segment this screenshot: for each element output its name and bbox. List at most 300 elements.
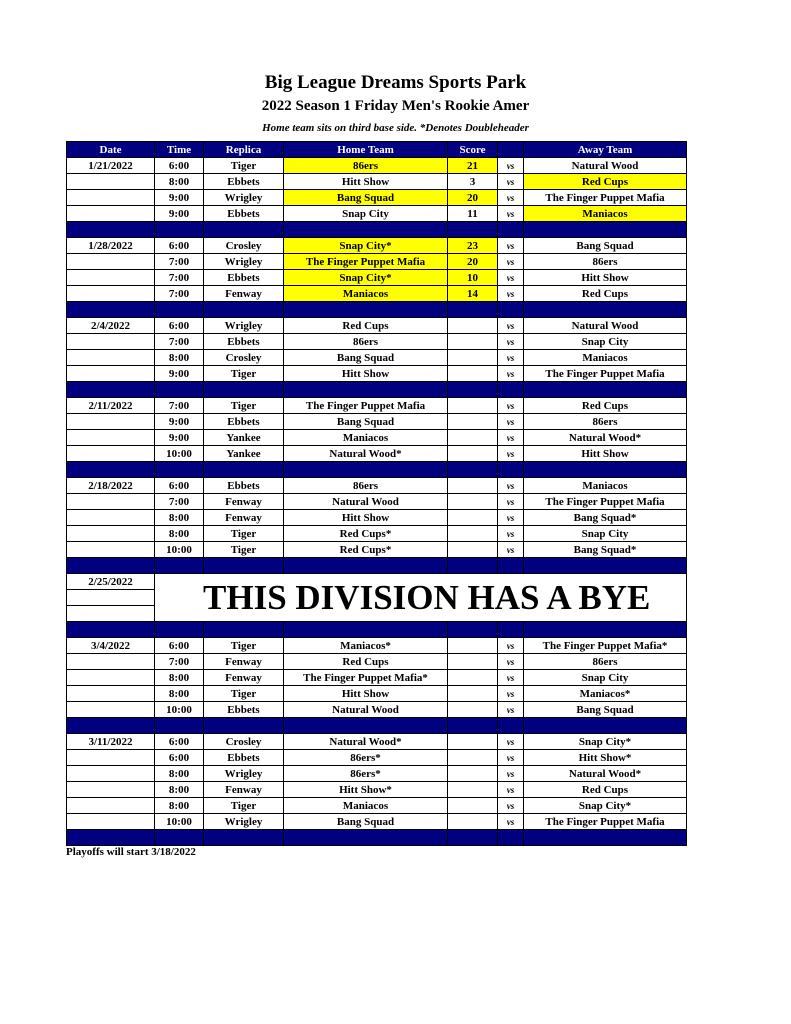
score-cell: 20 — [448, 254, 498, 270]
time-cell: 6:00 — [155, 750, 204, 766]
away-team-cell: The Finger Puppet Mafia — [524, 190, 687, 206]
vs-cell: vs — [498, 334, 524, 350]
column-header: Replica — [204, 142, 284, 158]
time-cell: 7:00 — [155, 494, 204, 510]
score-cell — [448, 798, 498, 814]
time-cell: 9:00 — [155, 206, 204, 222]
home-team-cell: Bang Squad — [284, 814, 448, 830]
vs-cell: vs — [498, 638, 524, 654]
vs-cell: vs — [498, 782, 524, 798]
game-row — [67, 734, 687, 750]
game-row — [67, 238, 687, 254]
time-cell: 10:00 — [155, 446, 204, 462]
date-cell — [67, 814, 155, 830]
time-cell: 8:00 — [155, 798, 204, 814]
separator-cell — [498, 222, 524, 238]
separator-cell — [155, 718, 204, 734]
home-team-cell: Snap City* — [284, 270, 448, 286]
time-cell: 6:00 — [155, 158, 204, 174]
vs-cell: vs — [498, 510, 524, 526]
date-cell — [67, 606, 155, 622]
vs-cell: vs — [498, 670, 524, 686]
vs-cell: vs — [498, 766, 524, 782]
date-cell — [67, 686, 155, 702]
score-cell: 3 — [448, 174, 498, 190]
home-team-cell: 86ers* — [284, 766, 448, 782]
field-cell: Tiger — [204, 366, 284, 382]
home-team-cell: Bang Squad — [284, 414, 448, 430]
time-cell: 10:00 — [155, 542, 204, 558]
home-team-cell: Natural Wood* — [284, 446, 448, 462]
home-team-cell: 86ers* — [284, 750, 448, 766]
score-cell: 21 — [448, 158, 498, 174]
score-cell — [448, 494, 498, 510]
home-team-cell: Hitt Show* — [284, 782, 448, 798]
home-team-cell: Hitt Show — [284, 366, 448, 382]
field-cell: Yankee — [204, 430, 284, 446]
away-team-cell: Snap City — [524, 334, 687, 350]
game-row — [67, 686, 687, 702]
away-team-cell: Bang Squad — [524, 702, 687, 718]
date-cell — [67, 766, 155, 782]
score-cell: 20 — [448, 190, 498, 206]
separator-cell — [67, 718, 155, 734]
separator-cell — [498, 718, 524, 734]
away-team-cell: Bang Squad* — [524, 542, 687, 558]
bye-row — [67, 574, 687, 590]
date-cell — [67, 270, 155, 286]
separator-cell — [524, 558, 687, 574]
column-header: Away Team — [524, 142, 687, 158]
separator-cell — [448, 830, 498, 846]
vs-cell: vs — [498, 190, 524, 206]
game-row — [67, 270, 687, 286]
separator-cell — [155, 222, 204, 238]
separator-cell — [155, 830, 204, 846]
game-row — [67, 766, 687, 782]
separator-cell — [204, 302, 284, 318]
time-cell: 10:00 — [155, 814, 204, 830]
away-team-cell: Natural Wood* — [524, 766, 687, 782]
vs-cell: vs — [498, 542, 524, 558]
date-cell — [67, 542, 155, 558]
score-cell: 11 — [448, 206, 498, 222]
date-cell — [67, 206, 155, 222]
date-cell — [67, 654, 155, 670]
separator-cell — [524, 222, 687, 238]
separator-cell — [498, 302, 524, 318]
score-cell — [448, 446, 498, 462]
game-row — [67, 750, 687, 766]
home-team-cell: Maniacos — [284, 798, 448, 814]
date-cell: 2/25/2022 — [67, 574, 155, 590]
time-cell: 7:00 — [155, 254, 204, 270]
field-cell: Ebbets — [204, 174, 284, 190]
separator-cell — [498, 462, 524, 478]
score-cell: 14 — [448, 286, 498, 302]
field-cell: Tiger — [204, 158, 284, 174]
game-row — [67, 350, 687, 366]
date-cell — [67, 174, 155, 190]
separator-cell — [448, 622, 498, 638]
away-team-cell: Snap City — [524, 670, 687, 686]
game-row — [67, 430, 687, 446]
date-cell: 2/4/2022 — [67, 318, 155, 334]
date-cell — [67, 526, 155, 542]
separator-cell — [524, 718, 687, 734]
game-row — [67, 158, 687, 174]
separator-cell — [498, 622, 524, 638]
separator-cell — [284, 222, 448, 238]
date-cell — [67, 366, 155, 382]
separator-cell — [448, 558, 498, 574]
vs-cell: vs — [498, 430, 524, 446]
field-cell: Tiger — [204, 542, 284, 558]
field-cell: Ebbets — [204, 334, 284, 350]
score-cell — [448, 734, 498, 750]
away-team-cell: Red Cups — [524, 782, 687, 798]
separator-cell — [67, 382, 155, 398]
field-cell: Crosley — [204, 350, 284, 366]
separator-cell — [204, 222, 284, 238]
field-cell: Ebbets — [204, 206, 284, 222]
home-team-cell: Hitt Show — [284, 174, 448, 190]
time-cell: 7:00 — [155, 286, 204, 302]
home-team-cell: Bang Squad — [284, 350, 448, 366]
separator-cell — [204, 830, 284, 846]
away-team-cell: Natural Wood — [524, 318, 687, 334]
score-cell — [448, 750, 498, 766]
home-team-cell: The Finger Puppet Mafia — [284, 254, 448, 270]
vs-cell: vs — [498, 686, 524, 702]
home-team-cell: Hitt Show — [284, 510, 448, 526]
vs-cell: vs — [498, 398, 524, 414]
score-cell — [448, 782, 498, 798]
vs-cell: vs — [498, 254, 524, 270]
vs-cell: vs — [498, 734, 524, 750]
time-cell: 7:00 — [155, 334, 204, 350]
date-cell: 2/18/2022 — [67, 478, 155, 494]
field-cell: Ebbets — [204, 478, 284, 494]
separator-cell — [448, 462, 498, 478]
score-cell — [448, 638, 498, 654]
game-row — [67, 798, 687, 814]
time-cell: 6:00 — [155, 478, 204, 494]
home-team-cell: 86ers — [284, 478, 448, 494]
home-team-cell: The Finger Puppet Mafia — [284, 398, 448, 414]
home-team-cell: Snap City* — [284, 238, 448, 254]
time-cell: 9:00 — [155, 414, 204, 430]
field-cell: Fenway — [204, 670, 284, 686]
date-cell — [67, 702, 155, 718]
separator-cell — [204, 622, 284, 638]
game-row — [67, 254, 687, 270]
away-team-cell: The Finger Puppet Mafia — [524, 494, 687, 510]
field-cell: Crosley — [204, 734, 284, 750]
page-title: Big League Dreams Sports Park — [264, 72, 527, 93]
away-team-cell: The Finger Puppet Mafia — [524, 366, 687, 382]
separator-cell — [155, 382, 204, 398]
time-cell: 6:00 — [155, 238, 204, 254]
date-cell — [67, 254, 155, 270]
game-row — [67, 398, 687, 414]
date-cell: 3/4/2022 — [67, 638, 155, 654]
date-cell — [67, 286, 155, 302]
date-cell — [67, 798, 155, 814]
time-cell: 6:00 — [155, 638, 204, 654]
game-row — [67, 782, 687, 798]
game-row — [67, 510, 687, 526]
separator-cell — [67, 462, 155, 478]
away-team-cell: The Finger Puppet Mafia* — [524, 638, 687, 654]
away-team-cell: Maniacos — [524, 478, 687, 494]
away-team-cell: Red Cups — [524, 398, 687, 414]
separator-cell — [448, 718, 498, 734]
game-row — [67, 542, 687, 558]
separator-cell — [284, 830, 448, 846]
separator-cell — [155, 462, 204, 478]
field-cell: Fenway — [204, 510, 284, 526]
home-team-cell: Red Cups* — [284, 526, 448, 542]
time-cell: 9:00 — [155, 366, 204, 382]
vs-cell: vs — [498, 174, 524, 190]
home-team-cell: Maniacos — [284, 286, 448, 302]
separator-cell — [524, 622, 687, 638]
home-team-cell: Red Cups — [284, 654, 448, 670]
date-cell — [67, 446, 155, 462]
home-team-cell: Natural Wood — [284, 702, 448, 718]
page-subtitle: 2022 Season 1 Friday Men's Rookie Amer — [261, 98, 530, 114]
away-team-cell: Bang Squad — [524, 238, 687, 254]
separator-cell — [498, 830, 524, 846]
column-header: Home Team — [284, 142, 448, 158]
score-cell — [448, 334, 498, 350]
date-cell: 1/21/2022 — [67, 158, 155, 174]
bye-message: THIS DIVISION HAS A BYE — [155, 574, 687, 622]
score-cell — [448, 766, 498, 782]
away-team-cell: Natural Wood — [524, 158, 687, 174]
separator-cell — [524, 462, 687, 478]
home-team-cell: Bang Squad — [284, 190, 448, 206]
home-team-cell: Maniacos — [284, 430, 448, 446]
score-cell — [448, 526, 498, 542]
away-team-cell: The Finger Puppet Mafia — [524, 814, 687, 830]
field-cell: Ebbets — [204, 270, 284, 286]
column-header: Time — [155, 142, 204, 158]
separator-cell — [284, 382, 448, 398]
time-cell: 9:00 — [155, 190, 204, 206]
home-team-cell: Red Cups* — [284, 542, 448, 558]
game-row — [67, 414, 687, 430]
time-cell: 6:00 — [155, 318, 204, 334]
score-cell: 10 — [448, 270, 498, 286]
field-cell: Yankee — [204, 446, 284, 462]
field-cell: Fenway — [204, 782, 284, 798]
home-team-cell: 86ers — [284, 334, 448, 350]
game-row — [67, 638, 687, 654]
game-row — [67, 190, 687, 206]
week-separator — [67, 462, 687, 478]
separator-cell — [448, 302, 498, 318]
field-cell: Crosley — [204, 238, 284, 254]
separator-cell — [155, 302, 204, 318]
week-separator — [67, 302, 687, 318]
field-cell: Tiger — [204, 638, 284, 654]
score-cell — [448, 654, 498, 670]
score-cell — [448, 318, 498, 334]
vs-cell: vs — [498, 286, 524, 302]
vs-cell: vs — [498, 414, 524, 430]
date-cell — [67, 334, 155, 350]
game-row — [67, 446, 687, 462]
separator-cell — [524, 830, 687, 846]
vs-cell: vs — [498, 270, 524, 286]
time-cell: 8:00 — [155, 350, 204, 366]
vs-cell: vs — [498, 798, 524, 814]
home-team-cell: Red Cups — [284, 318, 448, 334]
table-header-row — [67, 142, 687, 158]
score-cell — [448, 670, 498, 686]
away-team-cell: Maniacos — [524, 350, 687, 366]
away-team-cell: 86ers — [524, 414, 687, 430]
schedule-note: Home team sits on third base side. *Denotes Doubleheader — [262, 122, 529, 134]
field-cell: Tiger — [204, 798, 284, 814]
score-cell — [448, 478, 498, 494]
time-cell: 8:00 — [155, 174, 204, 190]
time-cell: 8:00 — [155, 526, 204, 542]
schedule-body — [67, 158, 687, 846]
home-team-cell: Natural Wood — [284, 494, 448, 510]
date-cell — [67, 494, 155, 510]
schedule-table — [66, 141, 687, 846]
column-header — [498, 142, 524, 158]
vs-cell: vs — [498, 814, 524, 830]
date-cell — [67, 430, 155, 446]
column-header: Score — [448, 142, 498, 158]
score-cell — [448, 702, 498, 718]
time-cell: 8:00 — [155, 670, 204, 686]
separator-cell — [524, 302, 687, 318]
vs-cell: vs — [498, 350, 524, 366]
separator-cell — [67, 830, 155, 846]
score-cell — [448, 430, 498, 446]
game-row — [67, 670, 687, 686]
vs-cell: vs — [498, 446, 524, 462]
vs-cell: vs — [498, 158, 524, 174]
week-separator — [67, 830, 687, 846]
separator-cell — [284, 718, 448, 734]
field-cell: Wrigley — [204, 190, 284, 206]
field-cell: Fenway — [204, 286, 284, 302]
game-row — [67, 654, 687, 670]
separator-cell — [155, 622, 204, 638]
away-team-cell: Maniacos — [524, 206, 687, 222]
vs-cell: vs — [498, 526, 524, 542]
score-cell — [448, 366, 498, 382]
score-cell: 23 — [448, 238, 498, 254]
score-cell — [448, 542, 498, 558]
date-cell — [67, 750, 155, 766]
date-cell: 2/11/2022 — [67, 398, 155, 414]
field-cell: Wrigley — [204, 318, 284, 334]
date-cell — [67, 782, 155, 798]
separator-cell — [67, 222, 155, 238]
away-team-cell: Bang Squad* — [524, 510, 687, 526]
away-team-cell: Red Cups — [524, 286, 687, 302]
away-team-cell: 86ers — [524, 654, 687, 670]
time-cell: 7:00 — [155, 398, 204, 414]
vs-cell: vs — [498, 366, 524, 382]
time-cell: 8:00 — [155, 686, 204, 702]
field-cell: Wrigley — [204, 766, 284, 782]
vs-cell: vs — [498, 654, 524, 670]
separator-cell — [284, 558, 448, 574]
separator-cell — [67, 558, 155, 574]
separator-cell — [448, 222, 498, 238]
field-cell: Tiger — [204, 526, 284, 542]
away-team-cell: Natural Wood* — [524, 430, 687, 446]
separator-cell — [284, 622, 448, 638]
separator-cell — [448, 382, 498, 398]
separator-cell — [204, 462, 284, 478]
vs-cell: vs — [498, 478, 524, 494]
separator-cell — [284, 462, 448, 478]
away-team-cell: Snap City* — [524, 734, 687, 750]
week-separator — [67, 558, 687, 574]
game-row — [67, 334, 687, 350]
home-team-cell: 86ers — [284, 158, 448, 174]
separator-cell — [524, 382, 687, 398]
separator-cell — [204, 718, 284, 734]
game-row — [67, 702, 687, 718]
field-cell: Ebbets — [204, 702, 284, 718]
score-cell — [448, 350, 498, 366]
playoffs-note: Playoffs will start 3/18/2022 — [66, 846, 196, 858]
date-cell: 1/28/2022 — [67, 238, 155, 254]
away-team-cell: Snap City — [524, 526, 687, 542]
field-cell: Wrigley — [204, 254, 284, 270]
field-cell: Ebbets — [204, 750, 284, 766]
field-cell: Wrigley — [204, 814, 284, 830]
score-cell — [448, 686, 498, 702]
date-cell: 3/11/2022 — [67, 734, 155, 750]
separator-cell — [204, 382, 284, 398]
score-cell — [448, 414, 498, 430]
separator-cell — [498, 382, 524, 398]
away-team-cell: Hitt Show — [524, 446, 687, 462]
game-row — [67, 286, 687, 302]
game-row — [67, 174, 687, 190]
time-cell: 10:00 — [155, 702, 204, 718]
game-row — [67, 318, 687, 334]
time-cell: 9:00 — [155, 430, 204, 446]
field-cell: Tiger — [204, 686, 284, 702]
game-row — [67, 526, 687, 542]
date-cell — [67, 350, 155, 366]
separator-cell — [67, 302, 155, 318]
game-row — [67, 206, 687, 222]
vs-cell: vs — [498, 750, 524, 766]
time-cell: 6:00 — [155, 734, 204, 750]
week-separator — [67, 382, 687, 398]
away-team-cell: Hitt Show — [524, 270, 687, 286]
separator-cell — [204, 558, 284, 574]
home-team-cell: Hitt Show — [284, 686, 448, 702]
separator-cell — [67, 622, 155, 638]
date-cell — [67, 670, 155, 686]
game-row — [67, 366, 687, 382]
vs-cell: vs — [498, 702, 524, 718]
